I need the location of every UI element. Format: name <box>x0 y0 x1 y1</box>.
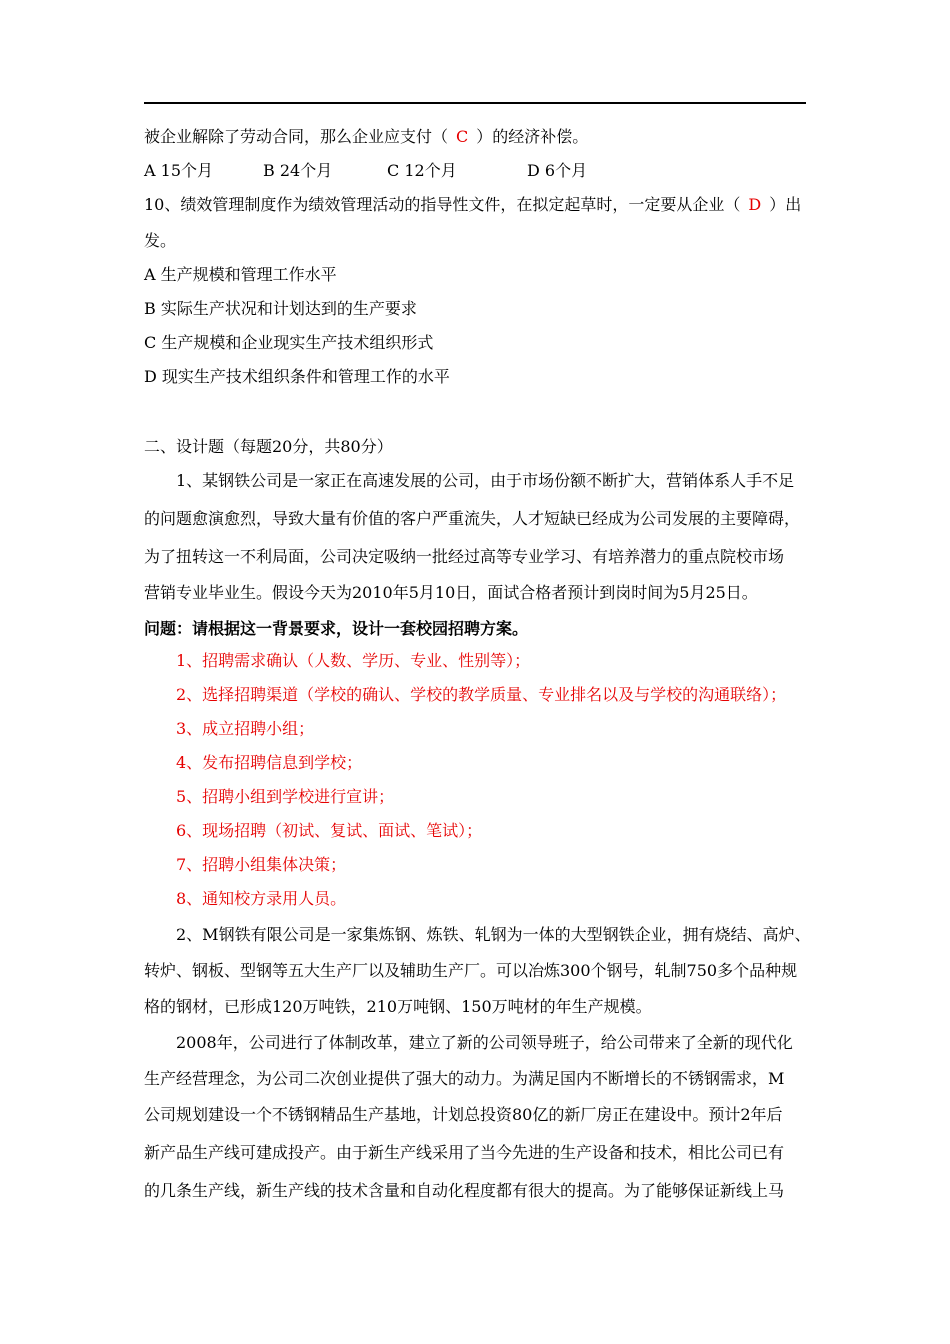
q1-answer-item: 3、成立招聘小组； <box>176 719 315 738</box>
q9-option-a: A 15个月 <box>144 161 214 180</box>
q10-stem-line2: 发。 <box>144 231 177 250</box>
q9-option-d: D 6个月 <box>527 161 588 180</box>
q10-stem-before: 10、绩效管理制度作为绩效管理活动的指导性文件，在拟定起草时，一定要从企业（ <box>144 195 741 214</box>
q10-option-a: A 生产规模和管理工作水平 <box>144 265 337 284</box>
q1-question: 问题：请根据这一背景要求，设计一套校园招聘方案。 <box>144 619 529 638</box>
q2-paragraph2-line: 2008年，公司进行了体制改革，建立了新的公司领导班子，给公司带来了全新的现代化 <box>176 1033 793 1052</box>
section2-heading: 二、设计题（每题20分，共80分） <box>144 437 393 456</box>
q2-paragraph-line: 格的钢材，已形成120万吨铁，210万吨钢、150万吨材的年生产规模。 <box>144 997 652 1016</box>
q1-paragraph-line: 的问题愈演愈烈，导致大量有价值的客户严重流失，人才短缺已经成为公司发展的主要障碍， <box>144 509 801 528</box>
q1-answer-item: 2、选择招聘渠道（学校的确认、学校的教学质量、专业排名以及与学校的沟通联络）； <box>176 685 787 704</box>
q10-option-d: D 现实生产技术组织条件和管理工作的水平 <box>144 367 450 386</box>
q1-answer-item: 7、招聘小组集体决策； <box>176 855 347 874</box>
q9-stem-after: ）的经济补偿。 <box>476 127 589 146</box>
q1-answer-item: 6、现场招聘（初试、复试、面试、笔试）； <box>176 821 483 840</box>
q9-answer: C <box>456 127 469 146</box>
q1-answer-item: 8、通知校方录用人员。 <box>176 889 347 908</box>
q10-stem-line1 <box>144 195 824 215</box>
header-rule <box>144 102 806 104</box>
q2-paragraph2-line: 公司规划建设一个不锈钢精品生产基地，计划总投资80亿的新厂房正在建设中。预计2年后 <box>144 1105 783 1124</box>
q10-stem-after: ）出 <box>769 195 802 214</box>
q2-paragraph-line: 2、M钢铁有限公司是一家集炼钢、炼铁、轧钢为一体的大型钢铁企业，拥有烧结、高炉、 <box>176 925 811 944</box>
q10-option-c: C 生产规模和企业现实生产技术组织形式 <box>144 333 434 352</box>
q1-paragraph-line: 营销专业毕业生。假设今天为2010年5月10日，面试合格者预计到岗时间为5月25日。 <box>144 583 758 602</box>
q9-stem <box>144 127 824 147</box>
q2-paragraph2-line: 生产经营理念，为公司二次创业提供了强大的动力。为满足国内不断增长的不锈钢需求，M <box>144 1069 785 1088</box>
q9-stem-before: 被企业解除了劳动合同，那么企业应支付（ <box>144 127 449 146</box>
q1-paragraph-line: 为了扭转这一不利局面，公司决定吸纳一批经过高等专业学习、有培养潜力的重点院校市场 <box>144 547 785 566</box>
q2-paragraph-line: 转炉、钢板、型钢等五大生产厂以及辅助生产厂。可以冶炼300个钢号，轧制750多个品种规 <box>144 961 798 980</box>
q1-answer-item: 4、发布招聘信息到学校； <box>176 753 363 772</box>
q10-option-b: B 实际生产状况和计划达到的生产要求 <box>144 299 417 318</box>
q9-option-c: C 12个月 <box>387 161 457 180</box>
q1-answer-item: 5、招聘小组到学校进行宣讲； <box>176 787 395 806</box>
q1-answer-item: 1、招聘需求确认（人数、学历、专业、性别等）； <box>176 651 531 670</box>
q9-option-b: B 24个月 <box>263 161 333 180</box>
q1-paragraph-line: 1、某钢铁公司是一家正在高速发展的公司，由于市场份额不断扩大，营销体系人手不足 <box>176 471 795 490</box>
q2-paragraph2-line: 的几条生产线，新生产线的技术含量和自动化程度都有很大的提高。为了能够保证新线上马 <box>144 1181 785 1200</box>
q2-paragraph2-line: 新产品生产线可建成投产。由于新生产线采用了当今先进的生产设备和技术，相比公司已有 <box>144 1143 785 1162</box>
q10-answer: D <box>748 195 762 214</box>
